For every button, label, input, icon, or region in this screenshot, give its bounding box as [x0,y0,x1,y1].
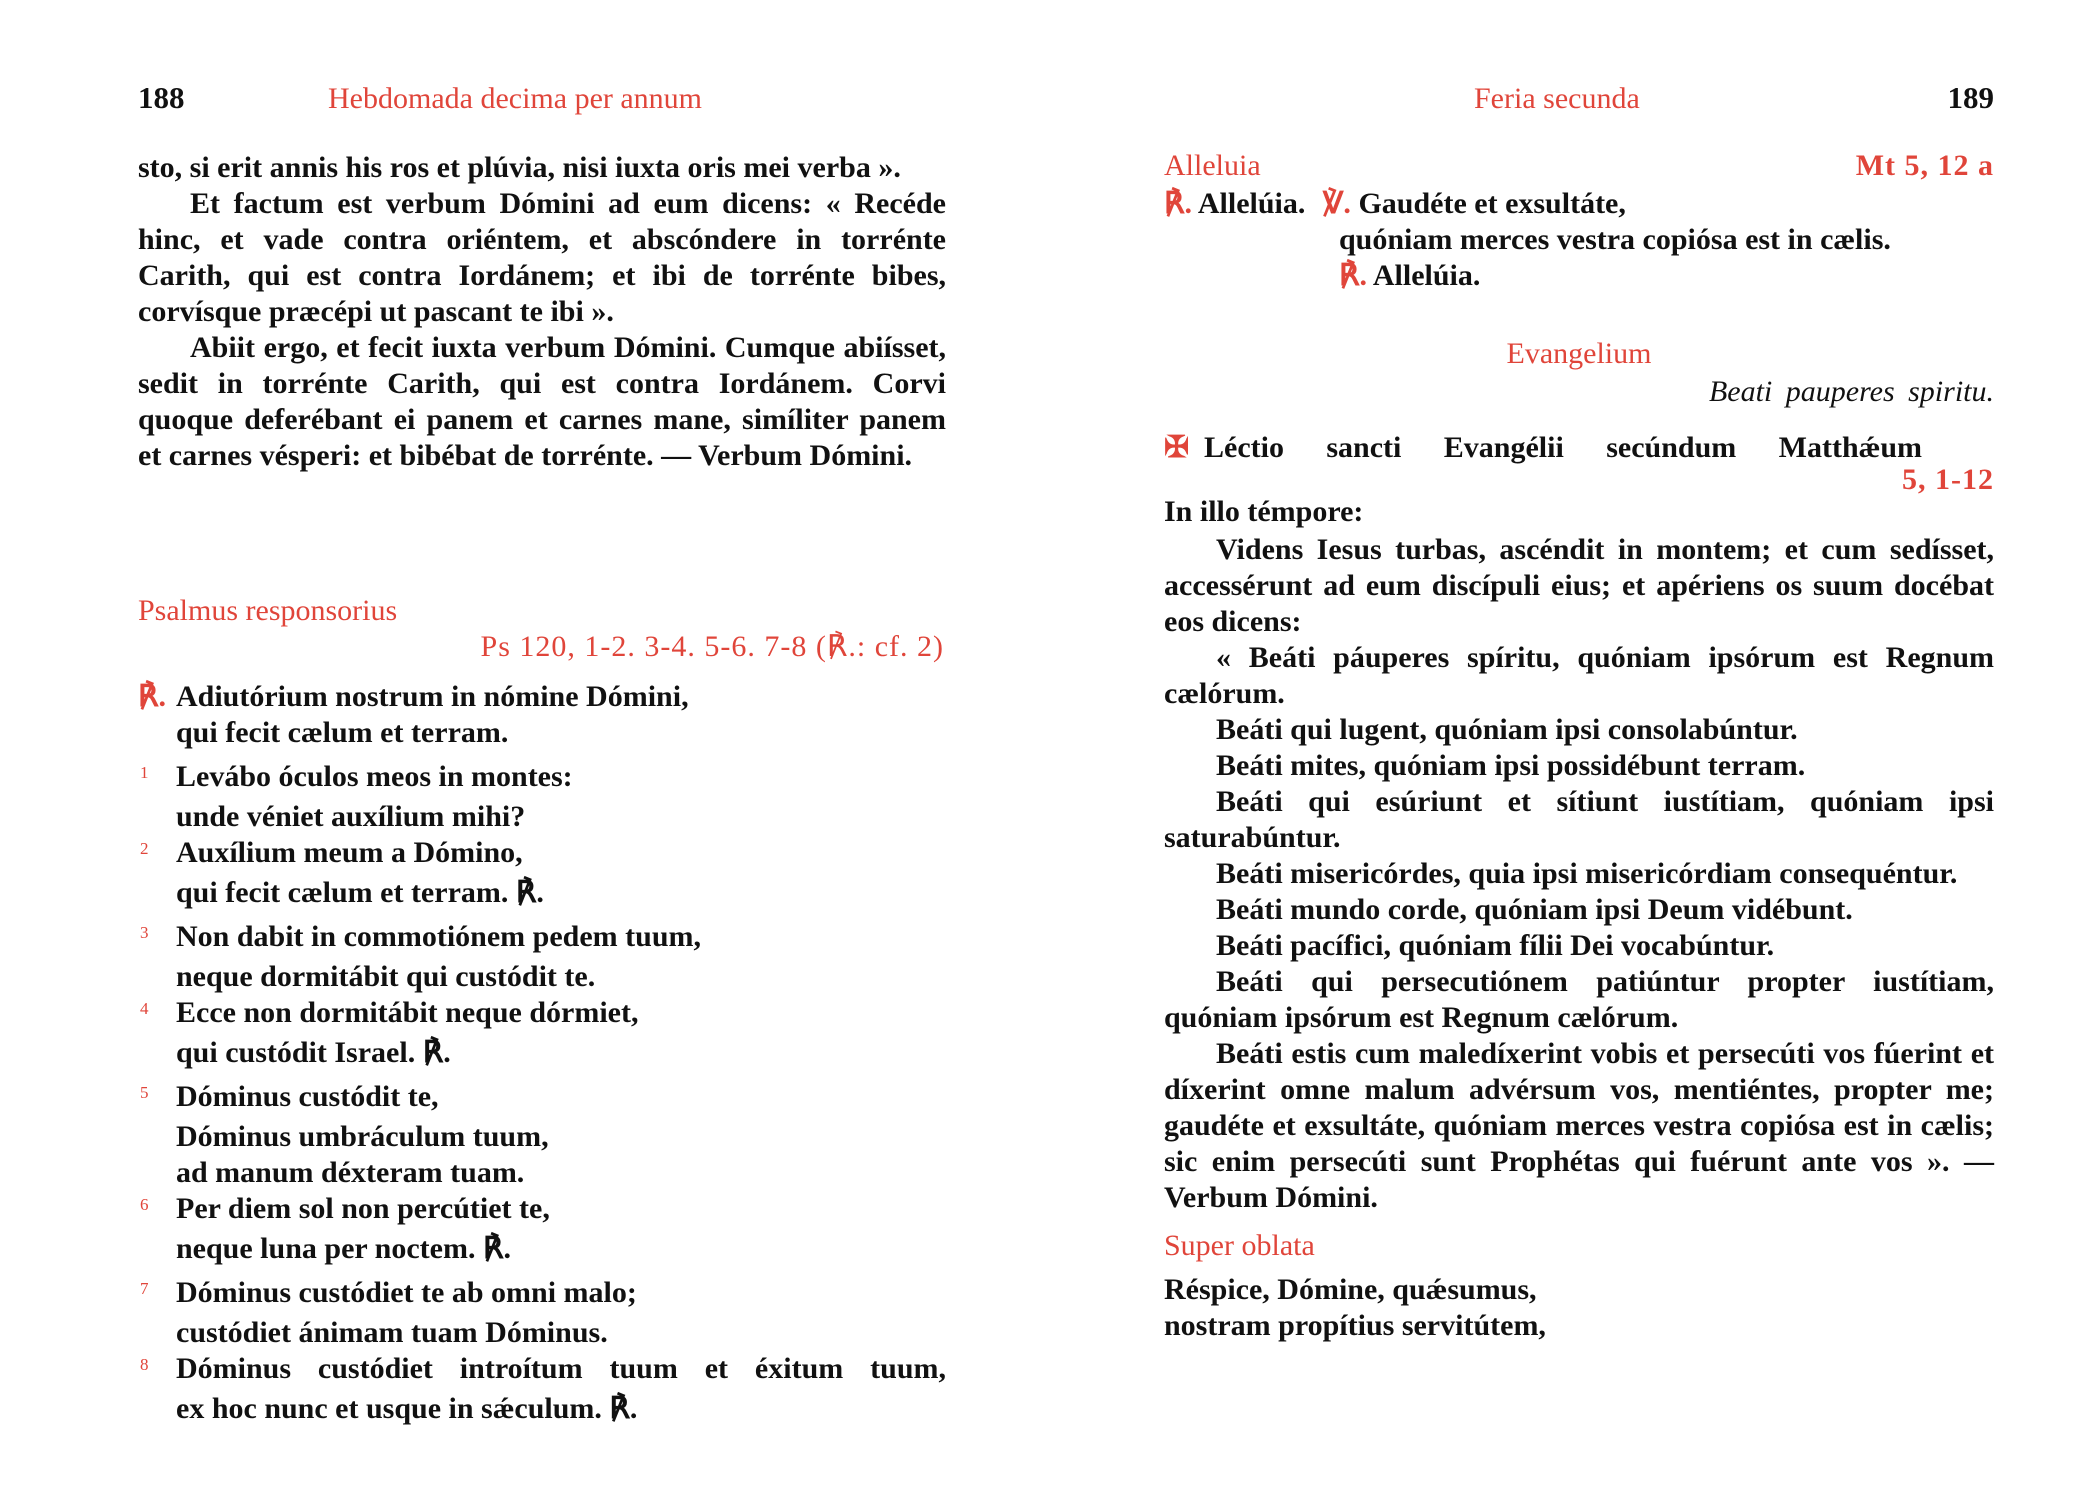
response-symbol: ℟. [1339,259,1368,292]
response-symbol: ℟. [138,680,167,713]
alleluia-section [1164,148,1994,294]
paragraph: Beáti estis cum maledíxerint vobis et persecúti vos fúerint et díxerint omne malum advérsum vos, mentiéntes, propter me; gaudéte et exsultáte, quóniam merces vestra copiósa est in cælis; sic enim persecúti sunt Prophétas qui fuérunt ante vos ». — Verbum Dómini. [1164,1037,1994,1214]
response-line: Adiutórium nostrum in nómine Dómini, [176,680,689,713]
psalm-title: Psalmus responsorius [138,594,398,627]
reading-continuation [138,150,946,474]
paragraph: Beáti qui lugent, quóniam ipsi consolabúntur. [1216,713,1798,746]
gospel-title: Evangelium [1506,337,1652,370]
alleluia-reference: Mt 5, 12 a [1855,149,1994,182]
response-symbol: ℟. [1164,187,1193,220]
super-oblata-section [1164,1228,1994,1344]
oblata-line: Réspice, Dómine, quǽsumus, [1164,1273,1537,1306]
stanza [138,995,946,1071]
verse-line: Dóminus umbráculum tuum, [176,1120,549,1153]
oblata-title: Super oblata [1164,1229,1315,1262]
verse-line: ex hoc nunc et usque in sǽculum. ℟. [176,1392,638,1425]
stanza [138,1351,946,1427]
stanza [138,1191,946,1267]
verse-line: custódiet ánimam tuam Dóminus. [176,1316,608,1349]
alleluia-title: Alleluia [1164,149,1261,182]
paragraph: Beáti qui persecutiónem patiúntur propter iustítiam, quóniam ipsórum est Regnum cælórum. [1164,965,1994,1034]
paragraph: Et factum est verbum Dómini ad eum dicens: « Recéde hinc, et vade contra oriéntem, et abscóndere in torrénte Carith, qui est contra Iordánem; et ibi de torrénte bibes, corvísque præcépi ut pascant te ibi ». [138,187,946,328]
right-page [1040,0,2078,1500]
cross-icon: ✠ [1164,431,1190,464]
stanza [138,1275,946,1351]
gospel-incipit: Beati pauperes spiritu. [1708,375,1994,408]
paragraph: Beáti pacífici, quóniam fílii Dei vocabúntur. [1216,929,1775,962]
verse-number: 4 [140,999,149,1018]
alleluia-line: Gaudéte et exsultáte, [1358,187,1626,220]
versicle-symbol: ℣. [1322,187,1351,220]
verse-line: Per diem sol non percútiet te, [176,1192,550,1225]
paragraph: sto, si erit annis his ros et plúvia, nisi iuxta oris mei verba ». [138,151,901,184]
page-number-right: 189 [1947,80,1994,115]
gospel-reference: 5, 1-12 [1902,463,1994,496]
stanza [138,835,946,911]
verse-line: Non dabit in commotiónem pedem tuum, [176,920,702,953]
verse-line: ad manum déxteram tuam. [176,1156,525,1189]
paragraph: Beáti mundo corde, quóniam ipsi Deum vidébunt. [1216,893,1853,926]
verse-line: Dóminus custódiet te ab omni malo; [176,1276,637,1309]
paragraph: Videns Iesus turbas, ascéndit in montem; et cum sedísset, accessérunt ad eum discípuli eius; et apériens os suum docébat eos dicens: [1164,533,1994,638]
stanza [138,759,946,835]
verse-number: 6 [140,1195,149,1214]
psalm-response [138,679,946,751]
psalm-verses [138,759,946,1427]
alleluia-line: Allelúia. [1372,259,1481,292]
paragraph: Abiit ergo, et fecit iuxta verbum Dómini. Cumque abiísset, sedit in torrénte Carith, qui est contra Iordánem. Corvi quoque deferébant ei panem et carnes mane, simíliter panem et carnes vésperi: et bibébat de torrénte. — Verbum Dómini. [138,331,946,472]
page-number-left: 188 [138,80,185,115]
verse-number: 1 [140,763,149,782]
verse-line: qui fecit cælum et terram. ℟. [176,876,544,909]
verse-line: Auxílium meum a Dómino, [176,836,523,869]
gospel-heading-row [1164,430,1994,466]
verse-number: 7 [140,1279,149,1298]
verse-number: 5 [140,1083,149,1102]
verse-line: Dóminus custódiet introítum tuum et éxitum tuum, [176,1352,946,1385]
alleluia-line: quóniam merces vestra copiósa est in cælis. [1339,223,1891,256]
verse-line: Levábo óculos meos in montes: [176,760,573,793]
verse-line: neque dormitábit qui custódit te. [176,960,596,993]
running-head-left: Hebdomada decima per annum [328,82,703,115]
running-head-right: Feria secunda [1474,82,1640,115]
oblata-line: nostram propítius servitútem, [1164,1309,1546,1342]
verse-line: Dóminus custódit te, [176,1080,439,1113]
verse-number: 8 [140,1355,149,1374]
responsorial-psalm [138,593,946,1427]
verse-line: qui custódit Israel. ℟. [176,1036,451,1069]
alleluia-line: Allelúia. [1197,187,1306,220]
response-line: qui fecit cælum et terram. [176,716,509,749]
gospel-text [1164,532,1994,1216]
verse-line: Ecce non dormitábit neque dórmiet, [176,996,639,1029]
stanza [138,1079,946,1191]
paragraph: « Beáti páuperes spíritu, quóniam ipsórum est Regnum cælórum. [1164,641,1994,710]
gospel-section [1164,336,1994,1344]
verse-line: neque luna per noctem. ℟. [176,1232,511,1265]
paragraph: Beáti qui esúriunt et sítiunt iustítiam, quóniam ipsi saturabúntur. [1164,785,1994,854]
paragraph: Beáti mites, quóniam ipsi possidébunt terram. [1216,749,1806,782]
psalm-reference: Ps 120, 1-2. 3-4. 5-6. 7-8 (℟.: cf. 2) [480,630,944,663]
verse-number: 2 [140,839,149,858]
gospel-opening: In illo témpore: [1164,495,1364,528]
verse-number: 3 [140,923,149,942]
verse-line: unde véniet auxílium mihi? [176,800,526,833]
stanza [138,919,946,995]
gospel-heading: Léctio sancti Evangélii secúndum Matthǽum [1204,431,1922,464]
paragraph: Beáti misericórdes, quia ipsi misericórdiam consequéntur. [1216,857,1958,890]
